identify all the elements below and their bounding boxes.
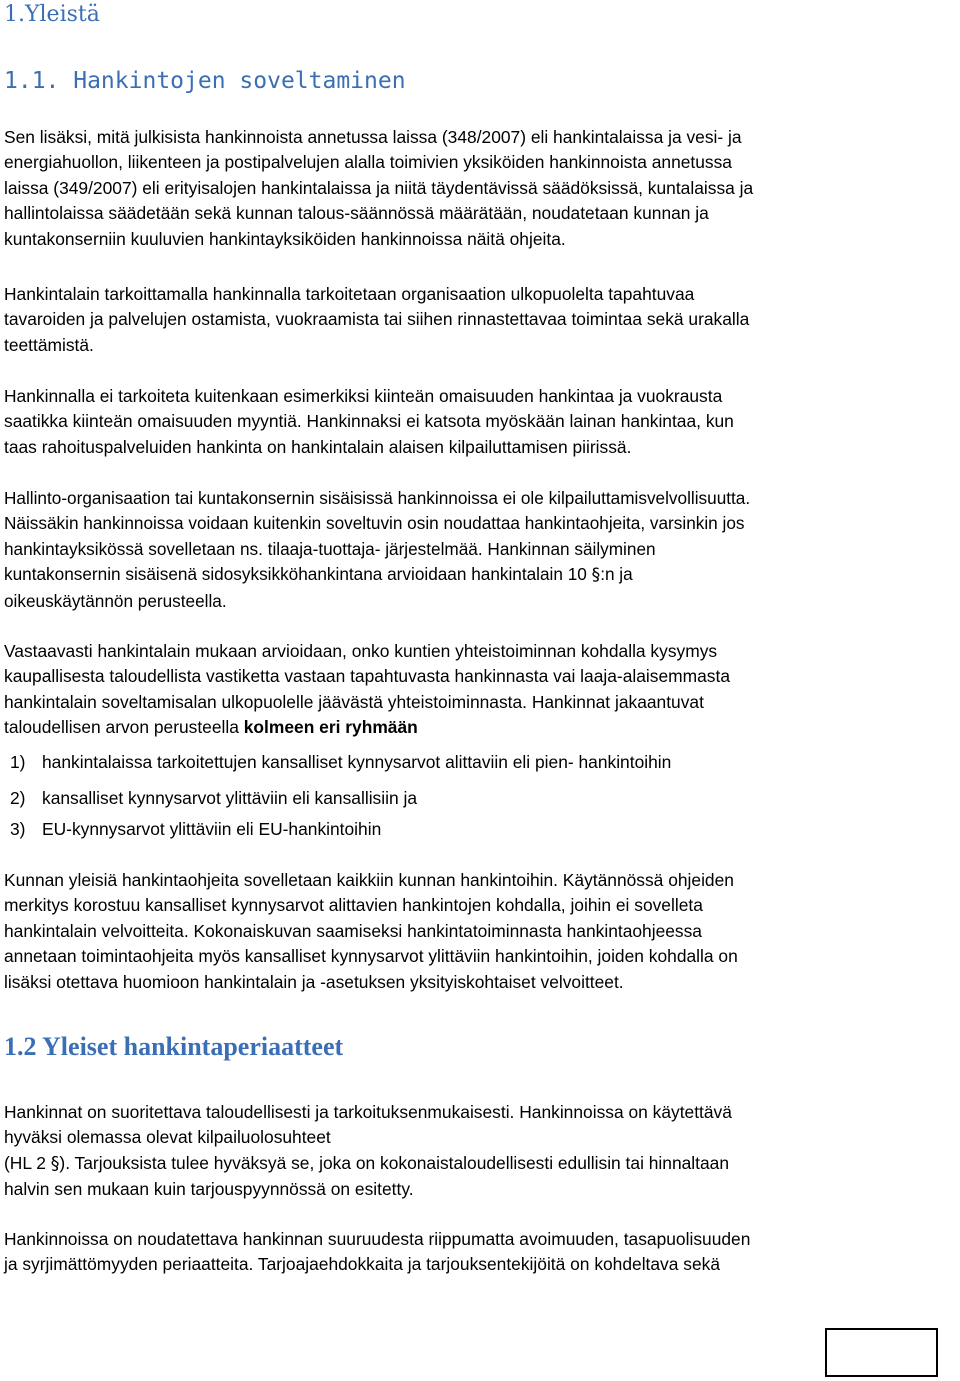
text-line: Hankintalain tarkoittamalla hankinnalla tarkoitetaan organisaation ulkopuolelta tapahtuvaa xyxy=(4,284,695,304)
paragraph-scope xyxy=(4,125,960,252)
text-line: hankintalain soveltamisalan ulkopuolelle jäävästä yhteistoiminnasta. Hankinnat jakaantuvat xyxy=(4,691,704,712)
heading-yleista: 1.Yleistä xyxy=(4,2,100,27)
heading-yleiset-hankintaperiaatteet: 1.2 Yleiset hankintaperiaatteet xyxy=(4,1032,344,1061)
text-line: kaupallisesta taloudellista vastiketta vastaan tapahtuvasta hankinnasta vai laaja-alaisemmasta xyxy=(4,666,730,687)
text-segment: kuntakonsernin sisäisenä sidosyksikköhankintana arvioidaan hankintalain 10 xyxy=(4,564,592,585)
text-line: Näissäkin hankinnoissa voidaan kuitenkin soveltuvin osin noudattaa hankintaohjeita, varsinkin jos xyxy=(4,513,745,534)
list-number: 3) xyxy=(10,819,26,839)
paragraph-exclusions xyxy=(4,384,960,460)
text-line: oikeuskäytännön perusteella. xyxy=(4,590,227,611)
text-line: Kunnan yleisiä hankintaohjeita sovelletaan kaikkiin kunnan hankintoihin. Käytännössä ohjeiden xyxy=(4,870,734,890)
list-text: hankintalaissa tarkoitettujen kansalliset kynnysarvot alittaviin eli pien- hankintoihin xyxy=(42,752,672,772)
list-item xyxy=(10,817,381,841)
text-line: laissa (349/2007) eli erityisalojen hankintalaissa ja niitä täydentävissä säädöksissä, kuntalaissa ja xyxy=(4,177,754,198)
text-line: hankintalain velvoitteita. Kokonaiskuvan saamiseksi hankintatoiminnasta hankintaohjeessa xyxy=(4,920,702,941)
text-line: kuntakonserniin kuuluvien hankintayksiköiden hankinnoissa näitä ohjeita. xyxy=(4,228,566,249)
heading-hankintojen-soveltaminen: 1.1. Hankintojen soveltaminen xyxy=(4,68,406,94)
page-number-box xyxy=(825,1328,938,1377)
text-line: Hallinto-organisaation tai kuntakonsernin sisäisissä hankinnoissa ei ole kilpailuttamisvelvollisuutta. xyxy=(4,488,751,508)
paragraph-general-guidelines xyxy=(4,868,960,995)
text-line xyxy=(4,562,960,588)
text-line xyxy=(4,1151,960,1177)
paragraph-definition xyxy=(4,282,960,358)
text-line: saatikka kiinteän omaisuuden myyntiä. Hankinnaksi ei katsota myöskään lainan hankintaa, kun xyxy=(4,411,734,432)
text-segment: (HL 2 xyxy=(4,1152,51,1173)
paragraph-economy xyxy=(4,1100,960,1203)
bold-text: kolmeen eri ryhmään xyxy=(243,717,418,738)
list-number: 1) xyxy=(10,752,26,772)
text-line xyxy=(4,715,960,740)
text-line: ja syrjimättömyyden periaatteita. Tarjoajaehdokkaita ja tarjouksentekijöitä on kohdeltava sekä xyxy=(4,1254,720,1275)
list-item xyxy=(10,750,671,774)
section-sign: § xyxy=(591,565,601,586)
text-line: hallintolaissa säädetään sekä kunnan talous-säännössä määrätään, noudatetaan kunnan ja xyxy=(4,203,709,224)
text-segment: ). Tarjouksista tulee hyväksyä se, joka on kokonaistaloudellisesti edullisin tai hinnaltaan xyxy=(59,1152,730,1173)
list-text: EU-kynnysarvot ylittäviin eli EU-hankintoihin xyxy=(42,819,382,839)
section-sign: § xyxy=(50,1153,60,1174)
text-line: annetaan toimintaohjeita myös kansalliset kynnysarvot ylittäviin hankintoihin, joiden kohdalla on xyxy=(4,946,738,967)
text-line: Vastaavasti hankintalain mukaan arvioidaan, onko kuntien yhteistoiminnan kohdalla kysymys xyxy=(4,641,718,661)
text-line: hyväksi olemassa olevat kilpailuolosuhteet xyxy=(4,1127,331,1148)
text-line: taas rahoituspalveluiden hankinta on hankintalain alaisen kilpailuttamisen piirissä. xyxy=(4,436,632,457)
text-line: Hankinnat on suoritettava taloudellisesti ja tarkoituksenmukaisesti. Hankinnoissa on käytettävä xyxy=(4,1102,732,1122)
paragraph-principles xyxy=(4,1227,960,1278)
text-line: teettämistä. xyxy=(4,334,94,355)
list-item xyxy=(10,786,417,810)
list-text: kansalliset kynnysarvot ylittäviin eli kansallisiin ja xyxy=(42,788,418,808)
text-segment: taloudellisen arvon perusteella xyxy=(4,717,244,738)
text-line: lisäksi otettava huomioon hankintalain ja -asetuksen yksityiskohtaiset velvoitteet. xyxy=(4,971,624,992)
paragraph-cooperation xyxy=(4,639,960,741)
text-line: hankintayksikössä sovelletaan ns. tilaaja-tuottaja- järjestelmää. Hankinnan säilyminen xyxy=(4,538,656,559)
text-line: tavaroiden ja palvelujen ostamista, vuokraamista tai siihen rinnastettavaa toimintaa sekä urakalla xyxy=(4,309,750,330)
text-line: halvin sen mukaan kuin tarjouspyynnössä on esitetty. xyxy=(4,1179,414,1200)
text-line: merkitys korostuu kansalliset kynnysarvot alittavien hankintojen kohdalla, joihin ei sovelleta xyxy=(4,895,703,916)
list-number: 2) xyxy=(10,788,26,808)
text-line: Hankinnalla ei tarkoiteta kuitenkaan esimerkiksi kiinteän omaisuuden hankintaa ja vuokrausta xyxy=(4,386,723,406)
text-line: Hankinnoissa on noudatettava hankinnan suuruudesta riippumatta avoimuuden, tasapuolisuuden xyxy=(4,1229,751,1249)
text-line: energiahuollon, liikenteen ja postipalvelujen alalla toimivien yksiköiden hankinnoista annetussa xyxy=(4,152,732,173)
text-line: Sen lisäksi, mitä julkisista hankinnoista annetussa laissa (348/2007) eli hankintalaissa ja vesi- ja xyxy=(4,127,742,147)
text-segment: :n ja xyxy=(600,564,633,585)
paragraph-internal-procurement xyxy=(4,486,960,614)
